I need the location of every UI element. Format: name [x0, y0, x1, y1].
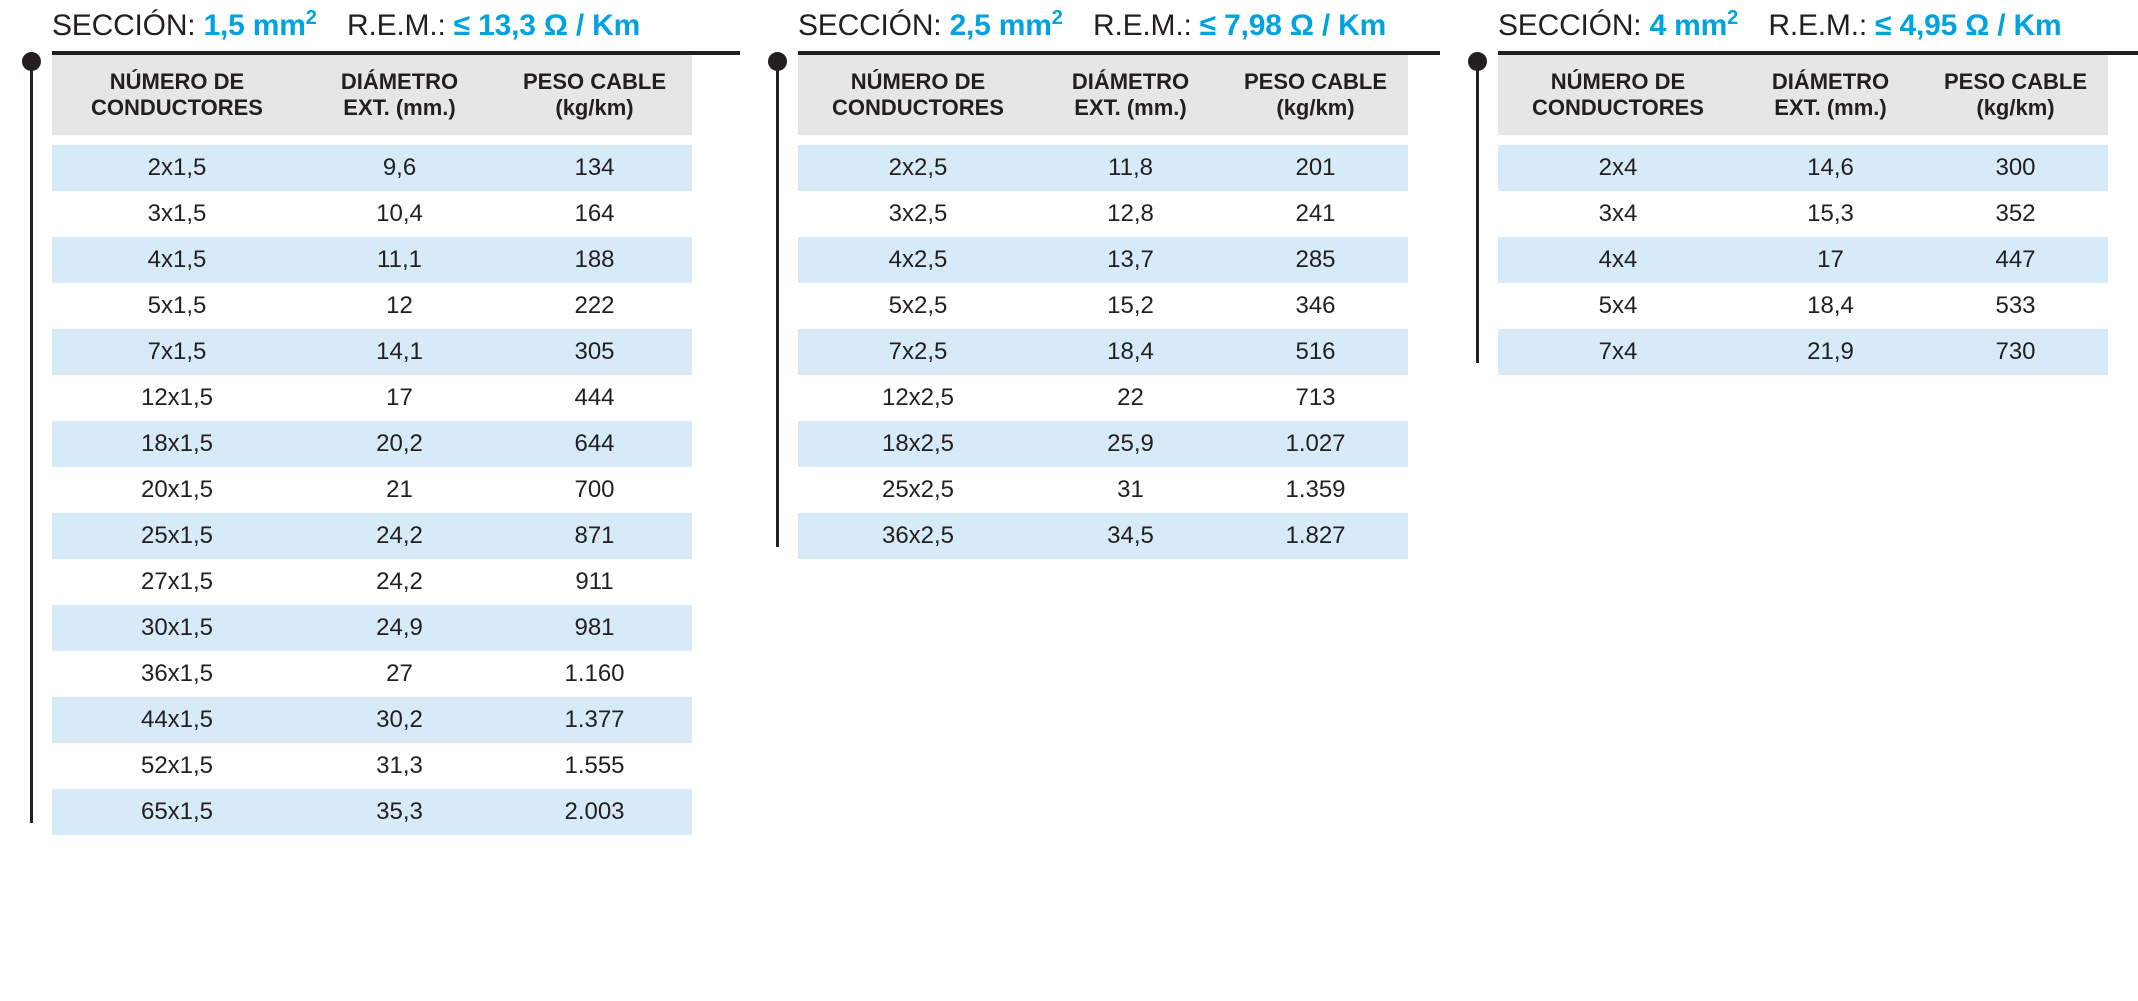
column-header-peso — [1923, 55, 2108, 135]
vertical-rule — [30, 60, 33, 823]
seccion-value-3: 4 mm — [1649, 9, 1728, 42]
cell-conductores: 3x4 — [1598, 199, 1638, 227]
cell-conductores: 4x4 — [1498, 237, 1738, 283]
table-row — [52, 467, 692, 513]
cell-conductores: 5x4 — [1598, 291, 1638, 319]
cell-peso: 241 — [1295, 199, 1336, 227]
column-header-peso — [1223, 55, 1408, 135]
cell-peso: 713 — [1295, 383, 1336, 411]
cell-peso: 730 — [1923, 329, 2108, 375]
cell-diametro: 18,4 — [1038, 329, 1223, 375]
table-row — [52, 743, 692, 789]
cell-diametro: 15,3 — [1807, 199, 1854, 227]
table-row — [52, 237, 692, 283]
cell-diametro: 21,9 — [1738, 329, 1923, 375]
table-spacer-row — [52, 135, 692, 145]
panel-title-2 — [798, 8, 1440, 51]
table-row — [1498, 237, 2108, 283]
section-panel-2 — [740, 8, 1440, 559]
cell-peso: 1.359 — [1285, 475, 1346, 503]
table-row — [798, 375, 1408, 421]
table-header-row — [798, 55, 1408, 135]
table-row — [52, 329, 692, 375]
section-panel-1 — [0, 8, 740, 835]
seccion-exponent-3: 2 — [1727, 7, 1739, 29]
cell-peso: 871 — [497, 513, 692, 559]
cell-peso: 134 — [497, 145, 692, 191]
cell-peso: 444 — [574, 383, 615, 411]
cell-diametro: 22 — [1117, 383, 1144, 411]
header-line-2: EXT. (mm.) — [1074, 94, 1187, 120]
cell-peso: 1.555 — [564, 751, 625, 779]
cable-table-1 — [52, 55, 692, 835]
cell-conductores: 2x2,5 — [798, 145, 1038, 191]
header-line-2: CONDUCTORES — [91, 94, 263, 120]
header-line-2: EXT. (mm.) — [343, 94, 456, 120]
cell-conductores: 4x1,5 — [52, 237, 302, 283]
table-row — [798, 513, 1408, 559]
header-line-1: PESO CABLE — [522, 69, 667, 94]
cell-conductores: 5x2,5 — [888, 291, 948, 319]
cell-conductores: 18x1,5 — [52, 421, 302, 467]
cell-peso: 700 — [574, 475, 615, 503]
table-row — [798, 421, 1408, 467]
table-row — [798, 283, 1408, 329]
rem-label-3: R.E.M.: — [1768, 9, 1867, 42]
cell-peso: 981 — [497, 605, 692, 651]
table-row — [52, 651, 692, 697]
cell-diametro: 31,3 — [376, 751, 423, 779]
cell-peso: 188 — [497, 237, 692, 283]
header-line-1: NÚMERO DE — [109, 69, 245, 94]
cell-conductores: 12x1,5 — [140, 383, 214, 411]
cell-diametro: 11,8 — [1038, 145, 1223, 191]
cell-peso: 1.160 — [564, 659, 625, 687]
table-row — [52, 559, 692, 605]
cell-peso: 346 — [1295, 291, 1336, 319]
cell-diametro: 35,3 — [302, 789, 497, 835]
cell-conductores: 36x2,5 — [798, 513, 1038, 559]
rem-label-2: R.E.M.: — [1092, 9, 1192, 42]
cell-diametro: 15,2 — [1107, 291, 1154, 319]
table-row — [1498, 329, 2108, 375]
cell-peso: 300 — [1923, 145, 2108, 191]
cell-diametro: 17 — [1738, 237, 1923, 283]
cell-diametro: 25,9 — [1038, 421, 1223, 467]
cell-diametro: 21 — [386, 475, 413, 503]
header-line-1: DIÁMETRO — [340, 69, 459, 94]
cell-diametro: 27 — [386, 659, 413, 687]
cell-diametro: 10,4 — [376, 199, 423, 227]
seccion-value-1: 1,5 mm — [203, 9, 306, 42]
cell-conductores: 30x1,5 — [52, 605, 302, 651]
rem-label-1: R.E.M.: — [346, 9, 446, 42]
cell-diametro: 31 — [1117, 475, 1144, 503]
cell-conductores: 3x2,5 — [888, 199, 948, 227]
vertical-rule — [1476, 60, 1479, 363]
cell-conductores: 44x1,5 — [52, 697, 302, 743]
table-spacer-row — [1498, 135, 2108, 145]
rem-value-3: ≤ 4,95 Ω / Km — [1875, 9, 2062, 42]
table-row — [1498, 145, 2108, 191]
cell-diametro: 12 — [386, 291, 413, 319]
header-line-1: NÚMERO DE — [850, 69, 986, 94]
cell-conductores: 20x1,5 — [140, 475, 214, 503]
table-row — [798, 191, 1408, 237]
column-header-diametro — [302, 55, 497, 135]
cell-peso: 533 — [1995, 291, 2036, 319]
cell-conductores: 18x2,5 — [798, 421, 1038, 467]
table-row — [1498, 191, 2108, 237]
table-row — [52, 145, 692, 191]
header-line-1: PESO CABLE — [1243, 69, 1388, 94]
cell-peso: 447 — [1923, 237, 2108, 283]
rem-value-1: ≤ 13,3 Ω / Km — [453, 9, 641, 42]
cell-peso: 516 — [1223, 329, 1408, 375]
cell-conductores: 4x2,5 — [798, 237, 1038, 283]
cell-conductores: 25x2,5 — [881, 475, 955, 503]
seccion-exponent-1: 2 — [305, 7, 317, 29]
column-header-peso — [497, 55, 692, 135]
header-line-1: PESO CABLE — [1943, 69, 2088, 94]
column-header-conductores — [1498, 55, 1738, 135]
cell-diametro: 12,8 — [1107, 199, 1154, 227]
cell-peso: 222 — [574, 291, 615, 319]
table-row — [52, 789, 692, 835]
table-row — [798, 467, 1408, 513]
seccion-label-2: SECCIÓN: — [798, 9, 942, 42]
cell-peso: 305 — [497, 329, 692, 375]
header-line-2: CONDUCTORES — [1532, 94, 1704, 120]
table-row — [52, 697, 692, 743]
table-row — [1498, 283, 2108, 329]
seccion-value-2: 2,5 mm — [949, 9, 1052, 42]
cell-conductores: 3x1,5 — [147, 199, 207, 227]
cell-conductores: 25x1,5 — [52, 513, 302, 559]
cell-diametro: 17 — [386, 383, 413, 411]
cell-peso: 644 — [497, 421, 692, 467]
cell-conductores: 7x1,5 — [52, 329, 302, 375]
header-line-2: EXT. (mm.) — [1774, 94, 1887, 120]
seccion-exponent-2: 2 — [1051, 7, 1063, 29]
table-row — [52, 605, 692, 651]
panel-title-3 — [1498, 8, 2138, 51]
cell-diametro: 24,2 — [376, 567, 423, 595]
cell-peso: 164 — [574, 199, 615, 227]
table-row — [52, 513, 692, 559]
cell-diametro: 11,1 — [302, 237, 497, 283]
table-row — [798, 237, 1408, 283]
cell-conductores: 2x4 — [1498, 145, 1738, 191]
header-line-2: (kg/km) — [555, 94, 634, 120]
cell-diametro: 20,2 — [302, 421, 497, 467]
cell-conductores: 27x1,5 — [140, 567, 214, 595]
table-row — [52, 283, 692, 329]
seccion-label-1: SECCIÓN: — [52, 9, 196, 42]
table-row — [798, 145, 1408, 191]
cell-peso: 1.827 — [1223, 513, 1408, 559]
cell-peso: 2.003 — [497, 789, 692, 835]
section-panel-3 — [1440, 8, 2138, 375]
cell-diametro: 30,2 — [302, 697, 497, 743]
cell-peso: 201 — [1223, 145, 1408, 191]
header-line-2: (kg/km) — [1976, 94, 2055, 120]
cell-diametro: 13,7 — [1038, 237, 1223, 283]
cell-peso: 911 — [575, 567, 614, 595]
table-header-row — [1498, 55, 2108, 135]
cell-conductores: 7x4 — [1498, 329, 1738, 375]
cell-diametro: 14,1 — [302, 329, 497, 375]
cell-conductores: 5x1,5 — [147, 291, 207, 319]
cell-diametro: 9,6 — [302, 145, 497, 191]
column-header-diametro — [1038, 55, 1223, 135]
seccion-label-3: SECCIÓN: — [1498, 9, 1642, 42]
column-header-conductores — [798, 55, 1038, 135]
rem-value-2: ≤ 7,98 Ω / Km — [1199, 9, 1387, 42]
header-line-2: CONDUCTORES — [832, 94, 1004, 120]
table-row — [798, 329, 1408, 375]
cell-conductores: 65x1,5 — [52, 789, 302, 835]
cell-diametro: 24,9 — [302, 605, 497, 651]
header-line-1: DIÁMETRO — [1071, 69, 1190, 94]
panel-title-1 — [52, 8, 740, 51]
cell-conductores: 7x2,5 — [798, 329, 1038, 375]
header-line-1: NÚMERO DE — [1550, 69, 1686, 94]
cell-diametro: 18,4 — [1807, 291, 1854, 319]
table-row — [52, 375, 692, 421]
column-header-diametro — [1738, 55, 1923, 135]
cell-diametro: 24,2 — [302, 513, 497, 559]
cell-peso: 352 — [1995, 199, 2036, 227]
cable-table-2 — [798, 55, 1408, 559]
header-line-2: (kg/km) — [1276, 94, 1355, 120]
column-header-conductores — [52, 55, 302, 135]
header-line-1: DIÁMETRO — [1771, 69, 1890, 94]
cell-conductores: 2x1,5 — [52, 145, 302, 191]
cell-conductores: 36x1,5 — [140, 659, 214, 687]
table-row — [52, 421, 692, 467]
cell-peso: 1.377 — [497, 697, 692, 743]
cell-conductores: 12x2,5 — [881, 383, 955, 411]
table-row — [52, 191, 692, 237]
cell-diametro: 14,6 — [1738, 145, 1923, 191]
cell-peso: 285 — [1223, 237, 1408, 283]
cell-peso: 1.027 — [1223, 421, 1408, 467]
cable-table-3 — [1498, 55, 2108, 375]
cell-diametro: 34,5 — [1038, 513, 1223, 559]
table-header-row — [52, 55, 692, 135]
vertical-rule — [776, 60, 779, 547]
cell-conductores: 52x1,5 — [140, 751, 214, 779]
table-spacer-row — [798, 135, 1408, 145]
